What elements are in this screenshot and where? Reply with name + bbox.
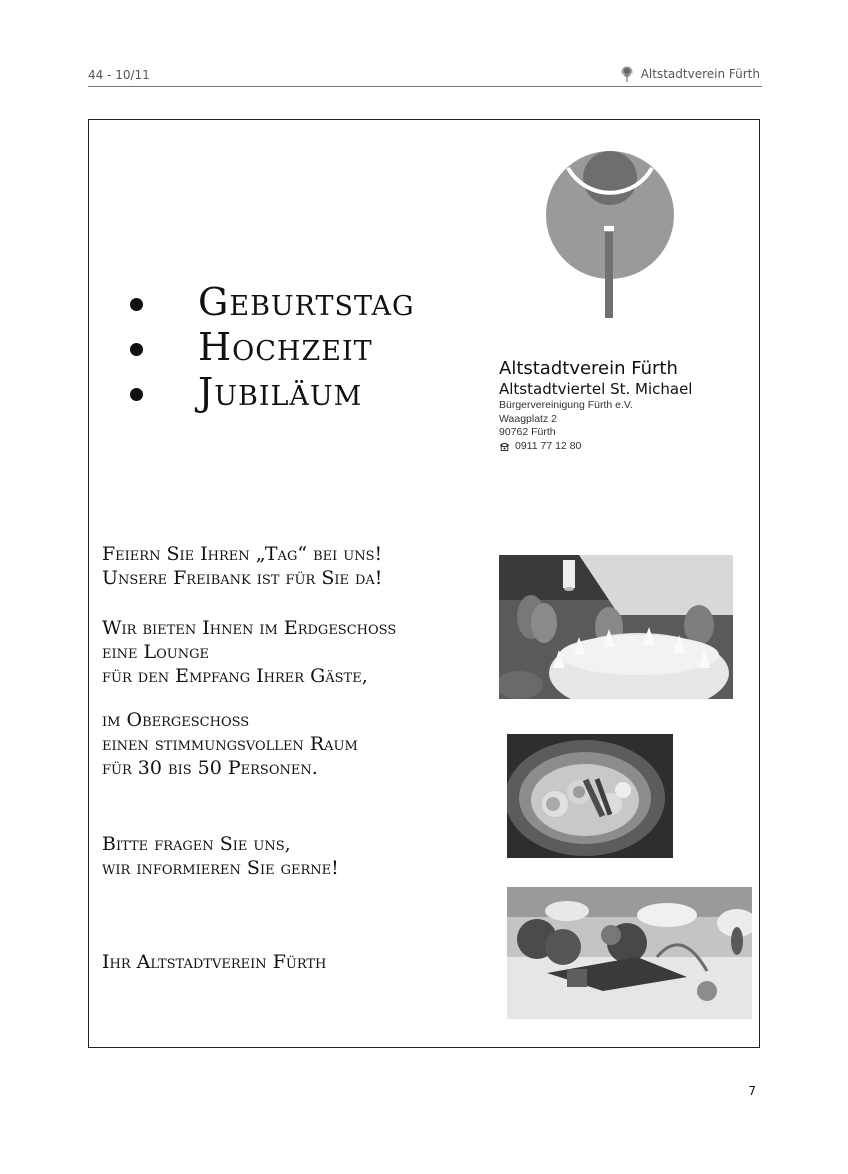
- offer-text: [102, 616, 492, 688]
- intro-line: Unsere Freibank ist für Sie da!: [102, 567, 383, 589]
- org-district: Altstadtviertel St. Michael: [499, 380, 693, 398]
- inquiry-line: wir informieren Sie gerne!: [102, 857, 339, 879]
- inquiry-text: [102, 832, 492, 880]
- org-phone: [499, 440, 749, 454]
- upper-line: für 30 bis 50 Personen.: [102, 757, 318, 779]
- intro-text: [102, 542, 492, 590]
- telephone-icon: [499, 442, 510, 451]
- signature: [102, 950, 492, 974]
- offer-line: für den Empfang Ihrer Gäste,: [102, 665, 368, 687]
- org-name: Altstadtverein Fürth: [499, 358, 678, 379]
- offer-line: eine Lounge: [102, 641, 210, 663]
- food-plate-photo: [507, 734, 673, 858]
- upper-line: im Obergeschoss: [102, 709, 250, 731]
- list-item: [118, 280, 415, 325]
- occasion-label: Jubiläum: [198, 370, 363, 414]
- offer-line: Wir bieten Ihnen im Erdgeschoss: [102, 617, 397, 639]
- signature-line: Ihr Altstadtverein Fürth: [102, 951, 327, 973]
- header-org-label: Altstadtverein Fürth: [640, 67, 760, 81]
- intro-line: Feiern Sie Ihren „Tag“ bei uns!: [102, 543, 383, 565]
- org-street: Waagplatz 2: [499, 412, 557, 425]
- upper-floor-text: [102, 708, 492, 780]
- header-divider: [88, 86, 762, 87]
- header-org: [621, 66, 760, 82]
- list-item: [118, 370, 415, 415]
- tree-logo-icon: [540, 148, 680, 338]
- bullet-icon: [130, 388, 143, 401]
- issue-number: 44 - 10/11: [88, 68, 150, 82]
- table-decoration-photo: [507, 887, 752, 1019]
- occasion-list: [118, 280, 415, 415]
- bullet-icon: [130, 298, 143, 311]
- org-city: 90762 Fürth: [499, 426, 556, 438]
- page-number: 7: [748, 1084, 756, 1098]
- upper-line: einen stimmungsvollen Raum: [102, 733, 358, 755]
- occasion-label: Hochzeit: [198, 325, 373, 369]
- tree-logo-icon: [621, 66, 633, 82]
- bullet-icon: [130, 343, 143, 356]
- list-item: [118, 325, 415, 370]
- inquiry-line: Bitte fragen Sie uns,: [102, 833, 291, 855]
- occasion-label: Geburtstag: [198, 280, 415, 324]
- org-association: Bürgervereinigung Fürth e.V.: [499, 399, 633, 411]
- org-contact: [499, 358, 749, 453]
- org-phone-number: 0911 77 12 80: [515, 439, 582, 452]
- banquet-hall-photo: [499, 555, 733, 699]
